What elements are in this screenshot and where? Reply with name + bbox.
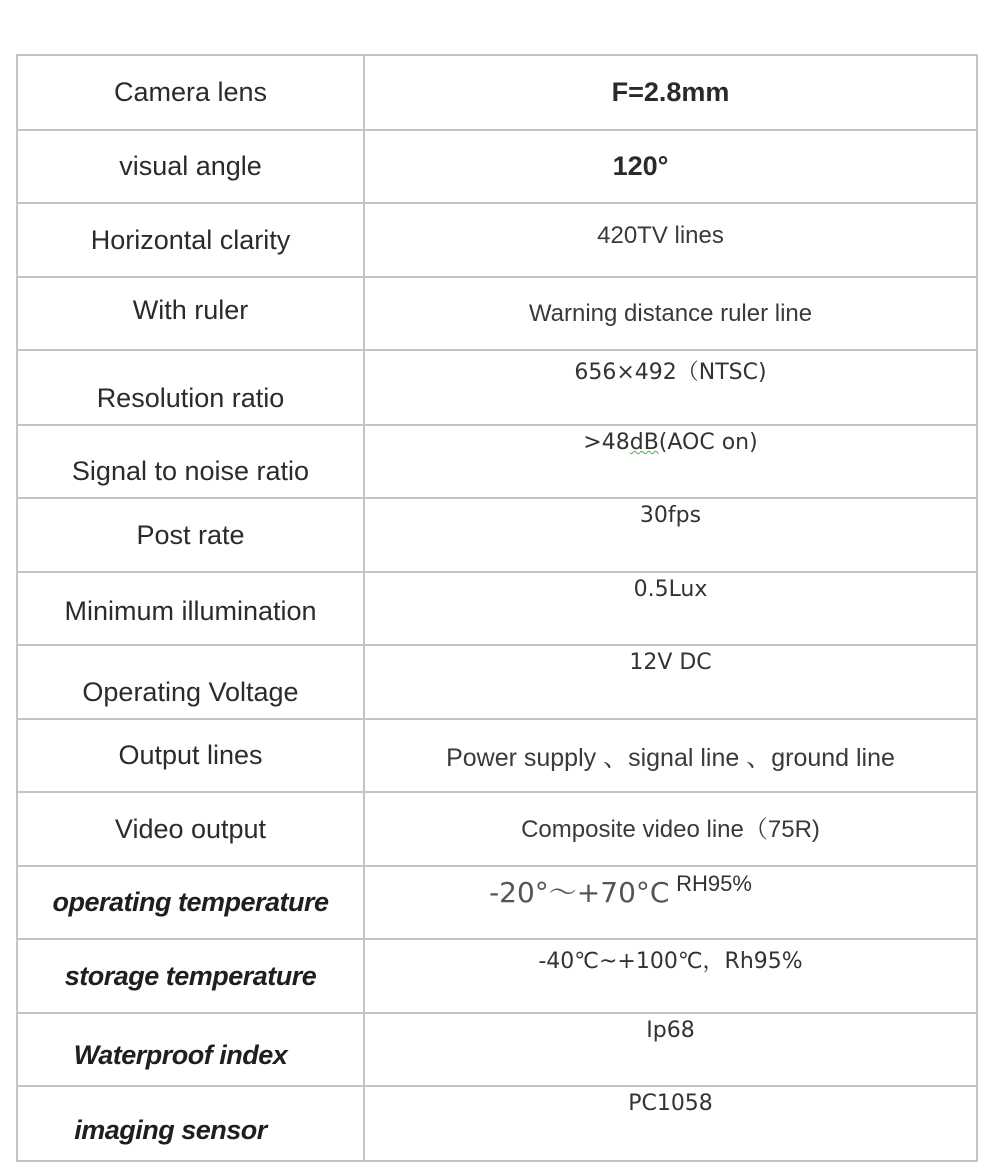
spec-value (364, 203, 977, 277)
spec-label (17, 203, 364, 277)
table-row (17, 719, 977, 792)
snr-value-suffix: (AOC on) (658, 430, 758, 455)
spec-value (364, 425, 977, 498)
spec-value-text: 420TV lines (597, 222, 724, 249)
spec-label-text: imaging sensor (74, 1115, 267, 1145)
snr-value-prefix: >48 (583, 430, 630, 455)
spec-label-text: visual angle (119, 151, 262, 181)
table-row (17, 939, 977, 1013)
spec-label-text: storage temperature (64, 960, 317, 991)
spec-label (17, 425, 364, 498)
spec-value-text: 30fps (639, 503, 702, 528)
table-row (17, 55, 977, 130)
spec-value-text: Ip68 (646, 1018, 695, 1043)
table-row (17, 350, 977, 425)
spec-value (364, 350, 977, 425)
spec-value (364, 1013, 977, 1086)
spec-label-text: Signal to noise ratio (71, 456, 310, 486)
spec-value (364, 939, 977, 1013)
spec-value-text: -40℃~+100℃，Rh95% (538, 949, 803, 974)
specification-table (16, 54, 978, 1162)
spec-label-text: operating temperature (52, 887, 329, 917)
spec-label (17, 277, 364, 350)
spec-label (17, 572, 364, 645)
spec-label-text: Waterproof index (73, 1040, 288, 1070)
spec-label-text: Camera lens (113, 77, 268, 107)
table-row (17, 645, 977, 719)
spec-value-text: Composite video line（75R) (521, 815, 820, 843)
spec-label (17, 55, 364, 130)
spec-label-text: With ruler (132, 295, 249, 325)
spec-value (364, 277, 977, 350)
spec-label-text: Output lines (118, 740, 263, 770)
spec-label-text: Operating Voltage (82, 677, 299, 707)
spec-value (364, 498, 977, 572)
spec-label-text: Horizontal clarity (90, 224, 291, 255)
spec-value-text: Warning distance ruler line (528, 299, 813, 327)
spec-label (17, 792, 364, 866)
spec-label (17, 719, 364, 792)
spec-value-text: 656×492（NTSC) (574, 360, 767, 385)
table-row (17, 1013, 977, 1086)
spec-value (364, 719, 977, 792)
spec-label (17, 498, 364, 572)
spec-value-text: 12V DC (629, 650, 712, 675)
spec-value (364, 55, 977, 130)
spec-value (364, 572, 977, 645)
spec-value (364, 866, 977, 939)
spec-label-text: Resolution ratio (96, 383, 285, 413)
table-row (17, 866, 977, 939)
spec-label (17, 130, 364, 203)
table-row (17, 425, 977, 498)
spec-value (364, 792, 977, 866)
spec-label (17, 1086, 364, 1161)
spec-label-text: Post rate (136, 519, 245, 550)
op-temp-range: -20°～+70°C (489, 876, 670, 909)
spec-label (17, 645, 364, 719)
snr-value-unit: dB (629, 430, 659, 455)
spec-value (364, 1086, 977, 1161)
table-row (17, 130, 977, 203)
op-temp-humidity: RH95% (676, 871, 752, 896)
spec-value-text: 0.5Lux (633, 577, 708, 602)
spec-label (17, 939, 364, 1013)
table-row (17, 277, 977, 350)
spec-label (17, 350, 364, 425)
spec-label-text: Minimum illumination (64, 596, 317, 626)
spec-label (17, 866, 364, 939)
table-row (17, 203, 977, 277)
spec-label (17, 1013, 364, 1086)
table-row (17, 572, 977, 645)
table-row (17, 792, 977, 866)
table-row (17, 1086, 977, 1161)
spec-value-text: 120° (612, 151, 669, 181)
spec-value-text: Power supply 、signal line 、ground line (446, 743, 895, 772)
spec-value (364, 130, 977, 203)
table-row (17, 498, 977, 572)
spec-value-text: PC1058 (628, 1091, 713, 1116)
spec-value (364, 645, 977, 719)
spec-label-text: Video output (114, 813, 267, 844)
spec-value-text: F=2.8mm (611, 77, 730, 107)
